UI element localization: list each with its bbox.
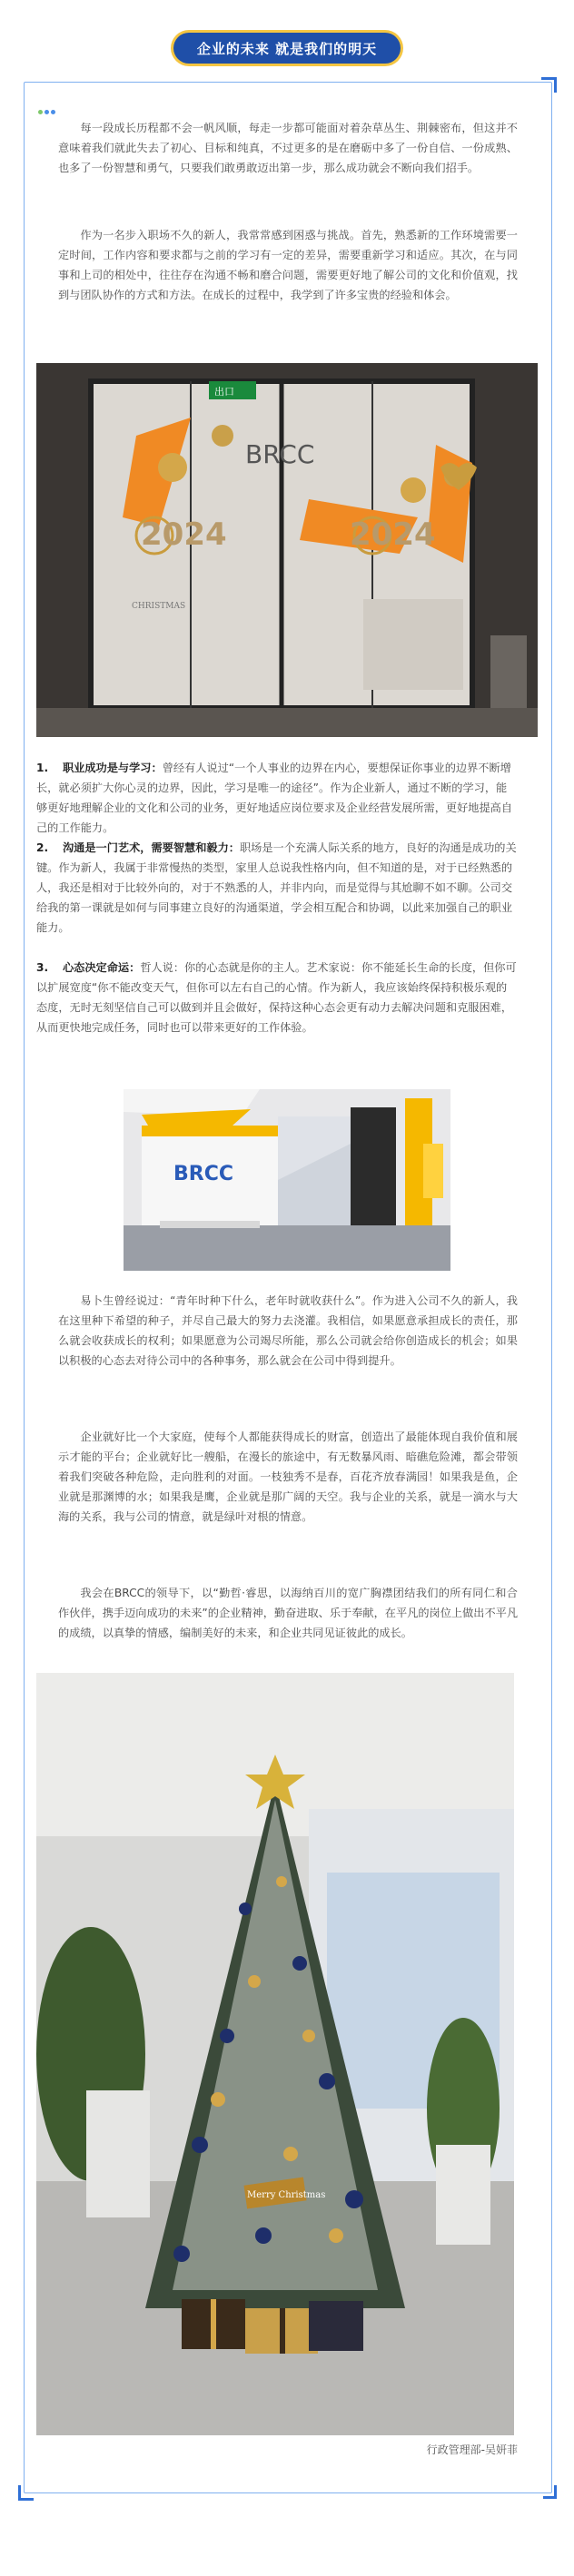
item-number: 2. [36,841,49,854]
tree-tag: Merry Christmas [247,2190,326,2200]
paragraph-text: 每一段成长历程都不会一帆风顺，每走一步都可能面对着杂草丛生、荆棘密布，但这并不意味着我们就此失去了初心、目标和纯真，不过更多的是在磨砺中多了一份自信、一份成熟、也多了一份智慧和勇气，只要我们敢勇敢迈出第一步，那么成功就会不断向我们招手。 [58,122,518,174]
paragraph [58,118,518,178]
corner-decoration [541,77,557,93]
item-body: 哲人说：你的心态就是你的主人。艺术家说：你不能延长生命的长度，但你可以扩展宽度“你不能改变天气，但你可以左右自己的心情。作为新人，我应该始终保持积极乐观的态度，无时无刻坚信自己可以做到并且会做好，保持这种心态会更有动力去解决问题和克服困难，从而更快地完成任务，同时也可以带来更好的工作体验。 [36,961,517,1034]
item-body: 曾经有人说过“一个人事业的边界在内心，要想保证你事业的边界不断增长，就必须扩大你心灵的边界，因此，学习是唯一的途径”。作为企业新人，通过不断的学习，能够更好地理解企业的文化和公司的业务，更好地适应岗位要求及企业经营发展所需，更好地提高自己的工作能力。 [36,762,513,834]
banner-title: 企业的未来 就是我们的明天 [196,40,378,57]
list-item [36,838,518,938]
entrance-logo: BRCC [245,439,315,469]
list-item [36,958,518,1037]
svg-text:2024: 2024 [141,516,227,553]
lobby-logo: BRCC [173,1163,233,1185]
item-heading: 沟通是一门艺术，需要智慧和毅力： [63,841,240,854]
paragraph [58,1291,518,1371]
item-number: 1. [36,762,49,774]
item-heading: 职业成功是与学习： [63,762,163,774]
decor-dot [38,110,43,114]
list-item [36,758,518,838]
paragraph [58,225,518,305]
paragraph-text: 企业就好比一个大家庭，使每个人都能获得成长的财富，创造出了最能体现自我价值和展示才能的平台；企业就好比一艘船，在漫长的旅途中，有无数暴风雨、暗礁危险滩，都会带领着我们突破各种危险，走向胜利的对面。一枝独秀不是春，百花齐放春满园！如果我是鱼，企业就是那渊博的水；如果我是鹰，企业就是那广阔的天空。我与企业的关系，就是一滴水与大海的关系，我与公司的情意，就是绿叶对根的情意。 [58,1431,518,1523]
paragraph-text: 我会在BRCC的领导下，以“勤哲·睿思，以海纳百川的宽广胸襟团结我们的所有同仁和合作伙伴，携手迈向成功的未来”的企业精神，勤奋进取、乐于奉献，在平凡的岗位上做出不平凡的成绩，以真挚的情感，编制美好的未来，和企业共同见证彼此的成长。 [58,1587,519,1639]
office-entrance-photo [36,363,538,737]
lobby-illustration [124,1089,450,1271]
paragraph [58,1583,518,1643]
title-banner [173,33,401,64]
corner-decoration [543,2485,557,2499]
paragraph-text: 作为一名步入职场不久的新人，我常常感到困惑与挑战。首先，熟悉新的工作环境需要一定时间，工作内容和要求都与之前的学习有一定的差异，需要重新学习和适应。其次，在与同事和上司的相处中，往往存在沟通不畅和磨合问题，需要更好地了解公司的文化和价值观，找到与团队协作的方式和方法。在成长的过程中，我学到了许多宝贵的经验和体会。 [58,229,518,301]
tree-illustration [36,1673,514,2435]
item-number: 3. [36,961,49,974]
paragraph-text: 易卜生曾经说过：“青年时种下什么，老年时就收获什么”。作为进入公司不久的新人，我在这里种下希望的种子，并尽自己最大的努力去浇灌。我相信，如果愿意承担成长的责任，那么就会收获成长的权利；如果愿意为公司竭尽所能，那么公司就会给你创造成长的机会；如果以积极的心态去对待公司中的各种事务，那么就会在公司中得到提升。 [58,1294,518,1367]
lobby-photo [124,1089,450,1271]
paragraph [58,1427,518,1527]
exit-sign: 出口 [214,386,234,398]
entrance-illustration [36,363,538,737]
item-body: 职场是一个充满人际关系的地方，良好的沟通是成功的关键。作为新人，我属于非常慢热的类型，家里人总说我性格内向，但不知道的是，对于已经熟悉的人，我还是相对于比较外向的，对于不熟悉的人，并非内向，而是觉得与其尬聊不如不聊。公司交给我的第一课就是如何与同事建立良好的沟通渠道，学会相互配合和协调，以此来加强自己的职业能力。 [36,841,517,934]
decor-dot [45,110,49,114]
christmas-tree-photo [36,1673,514,2435]
item-heading: 心态决定命运： [63,961,141,974]
author-signature: 行政管理部-吴妍菲 [426,2443,518,2456]
svg-text:2024: 2024 [350,516,436,553]
entrance-tag: CHRISTMAS [132,602,186,611]
decor-dot [51,110,55,114]
corner-decoration [18,2485,34,2501]
